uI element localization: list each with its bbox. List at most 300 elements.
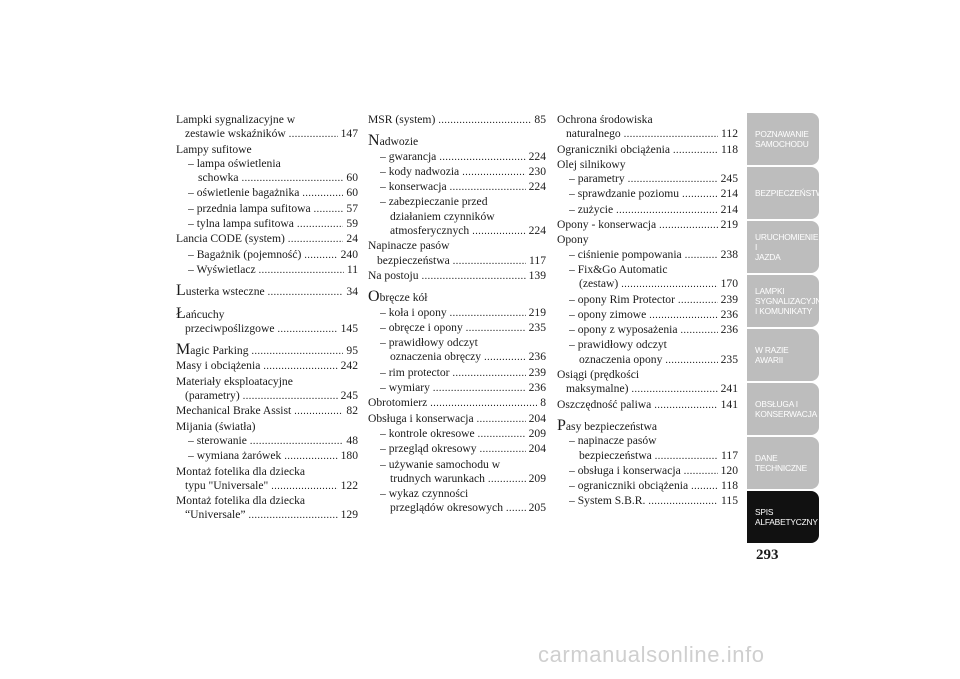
index-entry-line	[176, 479, 358, 494]
index-entry-text: Opony - konserwacja	[557, 218, 657, 232]
index-entry-text: bezpieczeństwa	[377, 253, 450, 267]
index-entry-text: Olej silnikowy	[557, 157, 626, 171]
index-entry-text: – Wyświetlacz	[188, 262, 256, 276]
dot-leader	[665, 354, 717, 368]
index-entry-line	[380, 150, 546, 165]
section-tab-label: BEZPIECZEŃSTWO	[755, 188, 830, 198]
index-entry-text: – wymiary	[380, 381, 430, 395]
index-entry-line	[368, 412, 546, 427]
index-entry-line	[176, 389, 358, 404]
index-entry-text: – ograniczniki obciążenia	[569, 479, 689, 493]
page-reference: 209	[528, 426, 546, 440]
index-entry-text: Mechanical Brake Assist	[176, 404, 292, 418]
page-reference: 235	[528, 320, 546, 334]
dot-leader	[685, 249, 718, 263]
index-entry-text: – zabezpieczanie przed	[380, 195, 488, 209]
index-entry-line	[176, 420, 358, 434]
index-entry	[368, 269, 546, 284]
index-entry-text: – wykaz czynności	[380, 487, 469, 501]
page-reference: 170	[720, 277, 738, 291]
index-letter-entry	[368, 134, 546, 149]
index-entry	[368, 180, 546, 195]
index-entry-text: Montaż fotelika dla dziecka	[176, 464, 306, 478]
page-reference: 48	[346, 433, 358, 447]
page-reference: 115	[721, 494, 738, 508]
index-entry	[557, 218, 738, 233]
page-reference: 122	[340, 478, 358, 492]
index-entry	[557, 187, 738, 202]
dot-leader	[478, 428, 526, 442]
index-entry	[368, 306, 546, 321]
dot-leader	[649, 309, 717, 323]
dot-leader	[684, 465, 718, 479]
index-entry-text: MSR (system)	[368, 113, 436, 126]
index-entry	[557, 338, 738, 368]
page-number: 293	[756, 547, 779, 563]
index-entry-text: oznaczenia opony	[579, 352, 663, 366]
index-entry	[176, 404, 358, 419]
index-entry-line	[569, 479, 738, 494]
dot-leader	[268, 286, 344, 300]
index-entry-text: – obręcze i opony	[380, 320, 463, 334]
index-entry-line	[380, 224, 546, 239]
page-reference: 145	[340, 321, 358, 335]
page-reference: 85	[534, 113, 546, 126]
index-entry	[557, 158, 738, 172]
page-reference: 117	[721, 448, 738, 462]
dot-leader	[243, 390, 338, 404]
index-entry-line	[176, 143, 358, 157]
index-entry-line	[380, 321, 546, 336]
index-entry-text: przeciwpoślizgowe	[185, 321, 275, 335]
index-initial-letter: P	[557, 418, 566, 434]
section-tab-label: SPIS	[755, 507, 774, 517]
index-entry-line	[569, 277, 738, 292]
dot-leader	[655, 450, 718, 464]
dot-leader	[450, 307, 526, 321]
index-entry-line	[569, 323, 738, 338]
index-entry-text: – prawidłowy odczyt	[569, 338, 667, 352]
index-entry-text: atmosferycznych	[390, 224, 470, 238]
index-entry-text: Ochrona środowiska	[557, 113, 653, 126]
page-reference: 112	[721, 127, 738, 141]
index-entry	[176, 248, 358, 263]
section-tab[interactable]	[747, 383, 819, 435]
page-reference: 129	[340, 508, 358, 522]
dot-leader	[249, 509, 338, 523]
index-entry-line	[569, 308, 738, 323]
dot-leader	[477, 413, 526, 427]
index-entry	[368, 113, 546, 128]
index-entry-line	[380, 180, 546, 195]
index-entry	[557, 233, 738, 247]
index-entry-line	[569, 248, 738, 263]
dot-leader	[259, 264, 344, 278]
page-reference: 24	[346, 232, 358, 246]
index-entry	[176, 449, 358, 464]
page-reference: 245	[340, 389, 358, 403]
dot-leader	[450, 181, 526, 195]
index-entry-line	[368, 290, 546, 305]
dot-leader	[304, 249, 337, 263]
index-entry-line	[557, 127, 738, 142]
dot-leader	[621, 278, 717, 292]
index-entry	[557, 464, 738, 479]
index-column-2	[368, 113, 546, 517]
dot-leader	[453, 255, 526, 269]
dot-leader	[678, 294, 718, 308]
dot-leader	[472, 225, 525, 239]
section-tab[interactable]	[747, 329, 819, 381]
section-tab-label: JAZDA	[755, 252, 781, 262]
dot-leader	[659, 219, 717, 233]
index-entry-line	[176, 322, 358, 337]
page-reference: 239	[720, 292, 738, 306]
index-entry-text: – konserwacja	[380, 180, 447, 194]
index-entry-line	[380, 501, 546, 516]
index-entry-line	[569, 338, 738, 352]
section-tabs	[747, 113, 830, 545]
index-entry	[176, 217, 358, 232]
index-entry-text: – sprawdzanie poziomu	[569, 187, 680, 201]
index-entry-text: – opony zimowe	[569, 307, 647, 321]
index-entry-line	[557, 113, 738, 127]
index-entry-line	[176, 307, 358, 322]
dot-leader	[506, 502, 526, 516]
index-entry-text: – opony Rim Protector	[569, 292, 675, 306]
index-entry	[557, 308, 738, 323]
dot-leader	[302, 187, 343, 201]
index-entry-text: – kody nadwozia	[380, 164, 460, 178]
index-entry	[557, 323, 738, 338]
page-reference: 240	[340, 247, 358, 261]
page-reference: 242	[340, 359, 358, 373]
index-entry-text: Materiały eksploatacyjne	[176, 374, 293, 388]
index-entry	[557, 434, 738, 464]
page-reference: 235	[720, 352, 738, 366]
section-tab-label: SYGNALIZACYJNE	[755, 296, 827, 306]
dot-leader	[271, 480, 337, 494]
index-entry	[557, 494, 738, 509]
index-entry-text: Na postoju	[368, 268, 419, 282]
index-entry-line	[368, 113, 546, 128]
index-entry-line	[176, 404, 358, 419]
dot-leader	[433, 382, 526, 396]
index-entry-text: oznaczenia obręczy	[390, 350, 482, 364]
index-entry-line	[557, 158, 738, 172]
index-entry-text: – tylna lampa sufitowa	[188, 217, 294, 231]
index-letter-entry	[176, 307, 358, 338]
index-letter-entry	[368, 290, 546, 305]
index-entry-text: maksymalne)	[566, 382, 629, 396]
index-entry-text: asy bezpieczeństwa	[565, 419, 657, 433]
index-entry-line	[176, 232, 358, 247]
index-entry-line	[368, 269, 546, 284]
page-reference: 180	[340, 449, 358, 463]
index-entry	[176, 186, 358, 201]
page-reference: 236	[528, 350, 546, 364]
page-reference: 241	[720, 382, 738, 396]
dot-leader	[691, 480, 718, 494]
dot-leader	[297, 218, 343, 232]
index-initial-letter: O	[368, 290, 380, 306]
section-tab-label: SAMOCHODU	[755, 139, 809, 149]
page-reference: 60	[346, 171, 358, 185]
dot-leader	[453, 367, 526, 381]
index-entry-line	[557, 368, 738, 382]
page-reference: 60	[346, 186, 358, 200]
index-entry-text: Osiągi (prędkości	[557, 368, 640, 382]
dot-leader	[648, 495, 718, 509]
page-reference: 236	[720, 323, 738, 337]
index-entry-text: – sterowanie	[188, 433, 247, 447]
index-entry	[368, 366, 546, 381]
index-entry	[176, 113, 358, 143]
index-entry-text: agic Parking	[190, 344, 249, 358]
index-entry-text: Ograniczniki obciążenia	[557, 142, 670, 156]
index-entry-text: – obsługa i konserwacja	[569, 463, 681, 477]
index-entry-line	[569, 203, 738, 218]
index-entry-text: Lampki sygnalizacyjne w	[176, 113, 296, 126]
dot-leader	[439, 151, 525, 165]
index-entry	[176, 375, 358, 405]
index-entry	[557, 203, 738, 218]
section-tab[interactable]	[747, 275, 827, 327]
section-tab-label: KONSERWACJA	[755, 409, 818, 419]
section-tab-label: DANE	[755, 453, 778, 463]
index-entry-line	[557, 419, 738, 434]
index-entry-line	[176, 284, 358, 300]
index-entry-text: – wymiana żarówek	[188, 449, 282, 463]
index-entry	[176, 359, 358, 374]
index-entry	[176, 143, 358, 157]
index-entry-line	[380, 472, 546, 487]
dot-leader	[462, 166, 525, 180]
section-tab-label: LAMPKI	[755, 286, 785, 296]
index-entry-text: działaniem czynników	[390, 209, 495, 223]
dot-leader	[488, 473, 526, 487]
index-entry-text: schowka	[198, 171, 239, 185]
section-tab-label: OBSŁUGA I	[755, 399, 798, 409]
page-reference: 209	[528, 471, 546, 485]
index-entry-line	[380, 195, 546, 209]
index-entry-text: – Fix&Go Automatic	[569, 262, 668, 276]
dot-leader	[263, 360, 337, 374]
index-entry-text: – ciśnienie pompowania	[569, 247, 682, 261]
index-entry-line	[380, 210, 546, 224]
index-entry	[557, 398, 738, 413]
index-entry-line	[380, 336, 546, 350]
index-entry-text: naturalnego	[566, 127, 621, 141]
index-entry	[557, 293, 738, 308]
index-entry-text: Obsługa i konserwacja	[368, 411, 474, 425]
page-reference: 82	[346, 404, 358, 418]
page-reference: 118	[721, 142, 738, 156]
section-tab-label: W RAZIE AWARII	[755, 345, 789, 365]
index-entry	[176, 420, 358, 434]
index-entry-text: – używanie samochodu w	[380, 457, 501, 471]
page-reference: 214	[720, 187, 738, 201]
index-entry-text: (zestaw)	[579, 277, 619, 291]
index-entry	[368, 412, 546, 427]
index-column-3	[557, 113, 738, 510]
page-reference: 57	[346, 201, 358, 215]
index-letter-entry	[176, 284, 358, 300]
index-entry-line	[176, 113, 358, 127]
index-entry-line	[188, 171, 358, 186]
dot-leader	[438, 114, 531, 128]
index-entry-line	[569, 187, 738, 202]
section-tab-label: I KOMUNIKATY	[755, 306, 813, 316]
index-entry-line	[569, 353, 738, 368]
page-reference: 147	[340, 127, 358, 141]
page-reference: 230	[528, 164, 546, 178]
section-tab-label: TECHNICZNE	[755, 463, 807, 473]
dot-leader	[288, 233, 344, 247]
index-entry-line	[188, 263, 358, 278]
section-tab[interactable]	[747, 437, 819, 489]
page-reference: 117	[529, 253, 546, 267]
page-reference: 95	[346, 344, 358, 358]
index-entry	[557, 113, 738, 143]
index-entry	[557, 479, 738, 494]
index-initial-letter: L	[176, 284, 186, 300]
index-entry-line	[176, 375, 358, 389]
page-reference: 245	[720, 172, 738, 186]
index-entry-line	[569, 434, 738, 448]
index-entry	[368, 336, 546, 366]
index-entry	[176, 263, 358, 278]
index-entry-text: – oświetlenie bagażnika	[188, 186, 300, 200]
index-entry-line	[380, 458, 546, 472]
index-entry-line	[188, 186, 358, 201]
index-entry-text: Lampy sufitowe	[176, 142, 252, 156]
index-entry-text: przeglądów okresowych	[390, 501, 503, 515]
dot-leader	[624, 128, 718, 142]
dot-leader	[252, 345, 344, 359]
index-entry-text: Masy i obciążenia	[176, 359, 261, 373]
page-reference: 141	[720, 397, 738, 411]
dot-leader	[654, 399, 717, 413]
page-reference: 8	[540, 396, 546, 410]
index-entry	[557, 248, 738, 263]
index-entry-text: trudnych warunkach	[390, 471, 485, 485]
page-reference: 204	[528, 442, 546, 456]
index-entry	[557, 263, 738, 293]
index-entry-line	[368, 134, 546, 149]
page-reference: 205	[528, 501, 546, 515]
dot-leader	[294, 405, 343, 419]
index-entry-line	[557, 382, 738, 397]
index-entry-line	[368, 239, 546, 253]
index-entry-text: “Universale”	[185, 508, 246, 522]
index-entry	[368, 396, 546, 411]
index-entry-text: Obrotomierz	[368, 396, 428, 410]
index-entry-line	[569, 293, 738, 308]
index-entry-line	[188, 157, 358, 171]
page-reference: 238	[720, 247, 738, 261]
index-entry-line	[569, 172, 738, 187]
index-entry-line	[557, 218, 738, 233]
index-entry-line	[368, 254, 546, 269]
page-reference: 34	[346, 285, 358, 299]
index-entry	[368, 150, 546, 165]
section-tab[interactable]	[747, 113, 819, 165]
index-entry	[368, 442, 546, 457]
page-reference: 118	[721, 479, 738, 493]
index-entry-line	[380, 427, 546, 442]
index-entry-line	[557, 398, 738, 413]
index-entry-line	[569, 263, 738, 277]
index-entry-text: – kontrole okresowe	[380, 426, 475, 440]
index-entry-line	[380, 306, 546, 321]
index-entry-line	[176, 508, 358, 523]
dot-leader	[616, 204, 718, 218]
index-entry-line	[380, 350, 546, 365]
dot-leader	[631, 383, 717, 397]
index-entry	[368, 458, 546, 488]
page-reference: 236	[528, 381, 546, 395]
index-entry-line	[176, 494, 358, 508]
page-reference: 11	[346, 262, 358, 276]
page-reference: 120	[720, 463, 738, 477]
page-reference: 139	[528, 268, 546, 282]
dot-leader	[484, 351, 526, 365]
section-tab-label: URUCHOMIENIE I	[755, 232, 819, 252]
dot-leader	[314, 203, 344, 217]
index-entry-line	[380, 381, 546, 396]
section-tab[interactable]	[747, 491, 819, 543]
page-reference: 219	[720, 218, 738, 232]
page-reference: 224	[528, 149, 546, 163]
index-entry	[176, 434, 358, 449]
index-entry-line	[569, 494, 738, 509]
index-entry	[368, 195, 546, 239]
index-entry-text: – parametry	[569, 172, 625, 186]
index-entry-line	[569, 464, 738, 479]
index-entry-text: – przednia lampa sufitowa	[188, 201, 311, 215]
dot-leader	[242, 172, 344, 186]
dot-leader	[673, 144, 718, 158]
page-reference: 204	[528, 411, 546, 425]
index-entry	[368, 381, 546, 396]
index-entry-text: – prawidłowy odczyt	[380, 336, 478, 350]
index-letter-entry	[557, 419, 738, 434]
index-entry	[368, 239, 546, 269]
section-tab[interactable]	[747, 167, 830, 219]
index-entry-line	[188, 434, 358, 449]
index-entry-line	[188, 202, 358, 217]
section-tab-label: POZNAWANIE	[755, 129, 809, 139]
dot-leader	[628, 173, 718, 187]
index-entry-text: Napinacze pasów	[368, 239, 450, 253]
index-entry	[557, 368, 738, 398]
section-tab[interactable]	[747, 221, 819, 273]
index-entry-text: – rim protector	[380, 365, 450, 379]
page-reference: 59	[346, 217, 358, 231]
index-initial-letter: N	[368, 134, 380, 150]
index-entry-line	[380, 487, 546, 501]
index-entry-text: Opony	[557, 233, 589, 247]
index-entry-text: – zużycie	[569, 202, 614, 216]
index-entry	[368, 321, 546, 336]
dot-leader	[681, 324, 718, 338]
page-reference: 219	[528, 305, 546, 319]
index-entry-line	[557, 233, 738, 247]
index-entry-line	[557, 143, 738, 158]
index-entry-text: – napinacze pasów	[569, 434, 657, 448]
index-entry-text: bręcze kół	[379, 291, 428, 305]
